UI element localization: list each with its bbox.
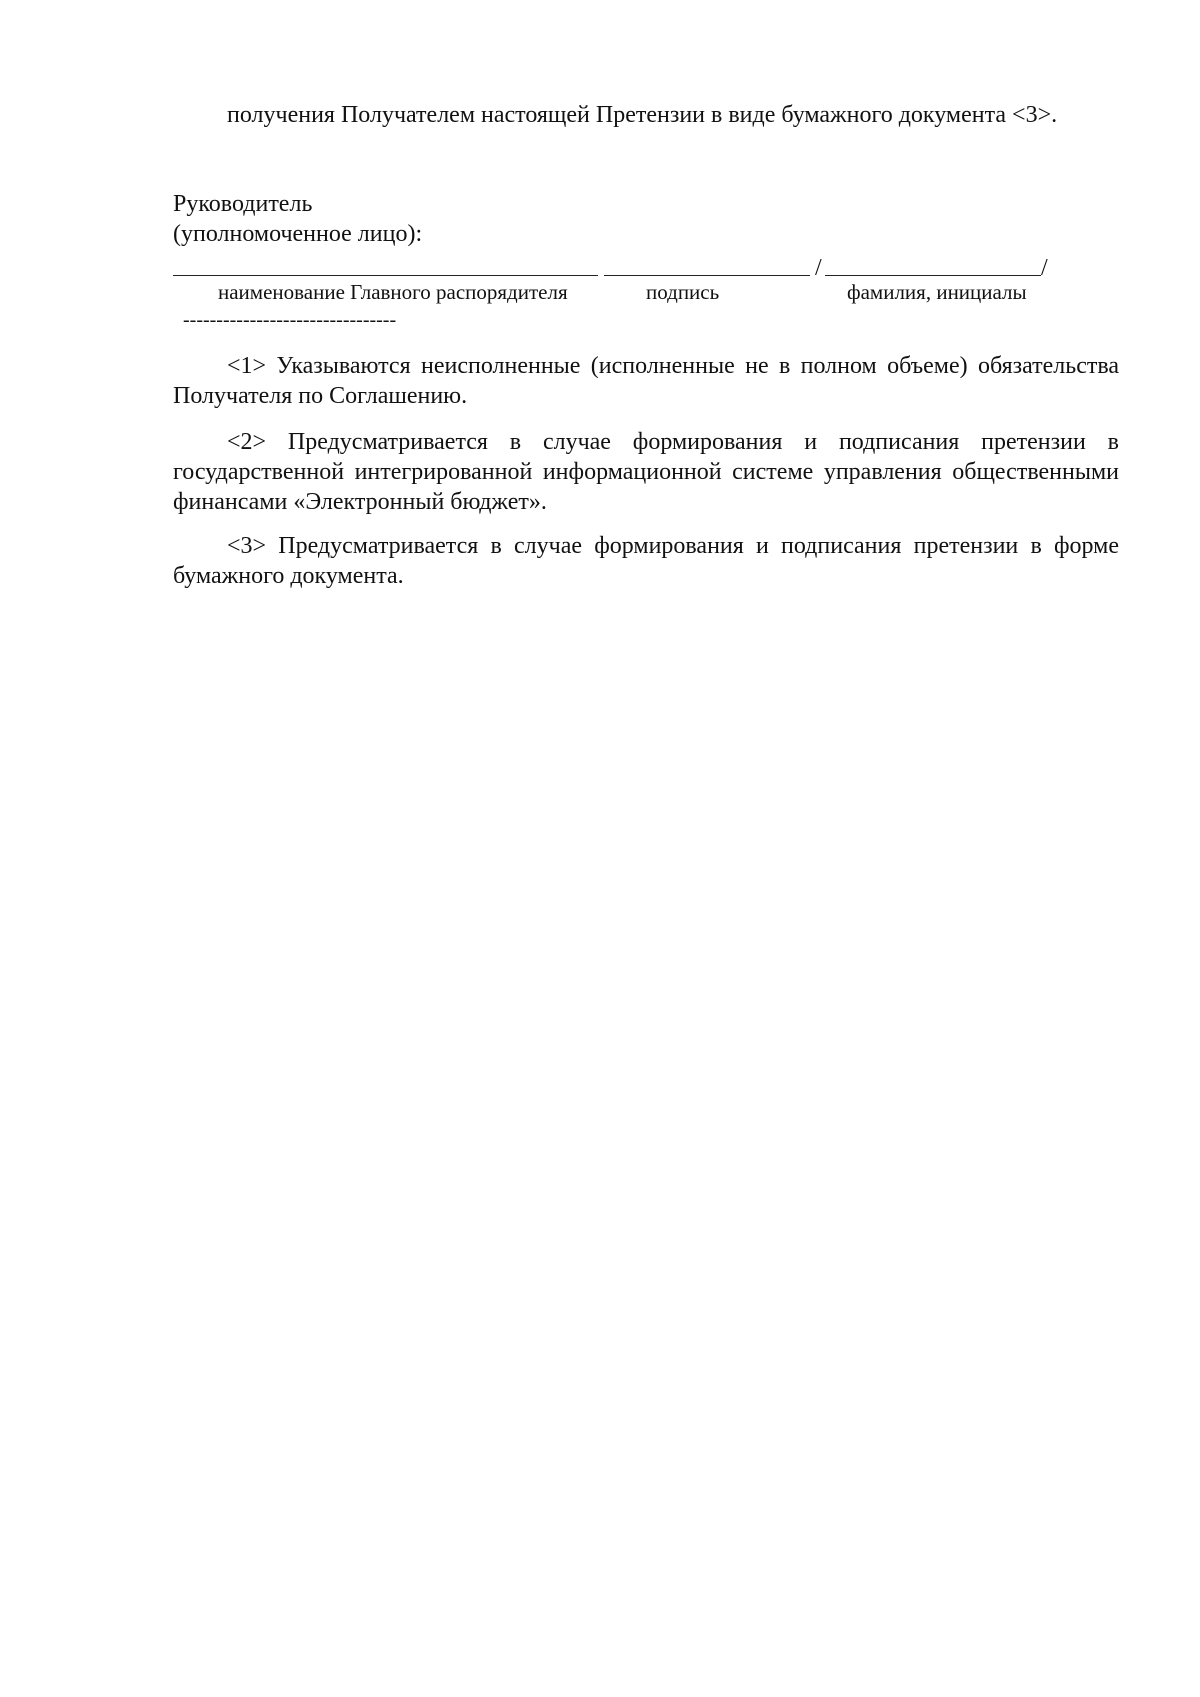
- name-blank-line: [825, 275, 1041, 276]
- slash-separator-1: /: [815, 255, 822, 281]
- caption-full-name: фамилия, инициалы: [847, 280, 1027, 304]
- caption-signature: подпись: [646, 280, 720, 304]
- org-name-blank-line: [173, 275, 598, 276]
- caption-org-name: наименование Главного распорядителя: [218, 280, 568, 304]
- signer-title-line-2: (уполномоченное лицо):: [173, 221, 423, 247]
- footnote-2: <2> Предусматривается в случае формирования и подписания претензии в государственной интегрированной информационной системе управления общественными финансами «Электронный бюджет».: [173, 429, 1119, 515]
- footnote-1: <1> Указываются неисполненные (исполненные не в полном объеме) обязательства Получателя по Соглашению.: [173, 353, 1119, 409]
- slash-separator-2: /: [1041, 255, 1048, 281]
- signer-title-line-1: Руководитель: [173, 191, 313, 217]
- footnote-separator: --------------------------------: [183, 309, 397, 331]
- intro-paragraph: получения Получателем настоящей Претензии в виде бумажного документа <3>.: [227, 102, 1058, 128]
- signature-row: [173, 246, 1119, 282]
- signature-blank-line: [604, 275, 810, 276]
- footnote-3: <3> Предусматривается в случае формирования и подписания претензии в форме бумажного документа.: [173, 533, 1119, 589]
